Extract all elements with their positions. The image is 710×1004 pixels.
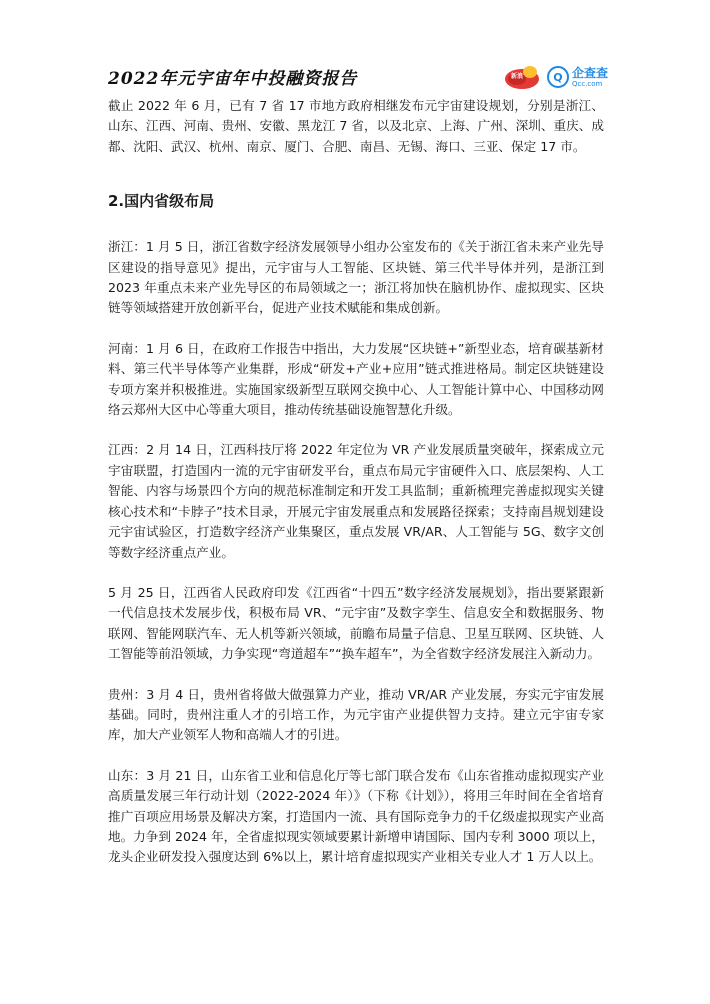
paragraph-shandong: 山东：3 月 21 日，山东省工业和信息化厅等七部门联合发布《山东省推动虚拟现实产业高质量发展三年行动计划（2022-2024 年）》（下称《计划》），将用三年时间在全省培育推广百项应用场景及解决方案，打造国内一流、具有国际竞争力的千亿级虚拟现实产业高地。力争到 2024 年，全省虚拟现实领域要累计新增申请国际、国内专利 3000 项以上，龙头企业研发投入强度达到 6%以上，累计培育虚拟现实产业相关专业人才 1 万人以上。 [108,767,604,865]
paragraph-zhejiang: 浙江：1 月 5 日，浙江省数字经济发展领导小组办公室发布的《关于浙江省未来产业先导区建设的指导意见》提出，元宇宙与人工智能、区块链、第三代半导体并列，是浙江到 2023 年重点未来产业先导区的布局领域之一；浙江将加快在脑机协作、虚拟现实、区块链等领域搭建开放创新平台，促进产业技术赋能和集成创新。 [108,239,604,316]
sina-logo-text: 新浪 [510,73,523,80]
qcc-logo [547,66,608,88]
document-body [108,96,604,868]
sina-logo-icon [503,64,541,90]
qcc-logo-icon: Q [547,66,569,88]
page-header [108,60,608,94]
qcc-logo-name: 企查查 [571,65,608,80]
section-heading: 2.国内省级布局 [108,192,215,211]
paragraph-guizhou: 贵州：3 月 4 日，贵州省将做大做强算力产业，推动 VR/AR 产业发展，夯实元宇宙发展基础。同时，贵州注重人才的引培工作，为元宇宙产业提供智力支持。建立元宇宙专家库，加大产业领军人物和高端人才的引进。 [108,686,604,743]
header-logos [503,60,608,94]
document-title: 2022年元宇宙年中投融资报告 [108,69,358,89]
paragraph-jiangxi-plan: 5 月 25 日，江西省人民政府印发《江西省“十四五”数字经济发展规划》，指出要紧跟新一代信息技术发展步伐，积极布局 VR、“元宇宙”及数字孪生、信息安全和数据服务、物联网、智能网联汽车、无人机等新兴领域，前瞻布局量子信息、卫星互联网、区块链、人工智能等前沿领域，力争实现“弯道超车”“换车超车”，为全省数字经济发展注入新动力。 [108,584,604,662]
intro-paragraph: 截止 2022 年 6 月，已有 7 省 17 市地方政府相继发布元宇宙建设规划，分别是浙江、山东、江西、河南、贵州、安徽、黑龙江 7 省，以及北京、上海、广州、深圳、重庆、成都、沈阳、武汉、杭州、南京、厦门、合肥、南昌、无锡、海口、三亚、保定 17 市。 [108,98,604,154]
paragraph-henan: 河南：1 月 6 日，在政府工作报告中指出，大力发展“区块链+”新型业态，培育碳基新材料、第三代半导体等产业集群，形成“研发+产业+应用”链式推进格局。制定区块链建设专项方案并积极推进。实施国家级新型互联网交换中心、人工智能计算中心、中国移动网络云郑州大区中心等重大项目，推动传统基础设施智慧化升级。 [108,340,604,418]
paragraph-jiangxi: 江西：2 月 14 日，江西科技厅将 2022 年定位为 VR 产业发展质量突破年，探索成立元宇宙联盟，打造国内一流的元宇宙研发平台，重点布局元宇宙硬件入口、底层架构、人工智能、内容与场景四个方向的规范标准制定和开发工具监制；重新梳理完善虚拟现实关键核心技术和“卡脖子”技术目录，开展元宇宙发展重点和发展路径探索；支持南昌规划建设元宇宙试验区，打造数字经济产业集聚区，重点发展 VR/AR、人工智能与 5G、数字文创等数字经济重点产业。 [108,442,604,560]
qcc-logo-domain: Qcc.com [571,79,603,88]
